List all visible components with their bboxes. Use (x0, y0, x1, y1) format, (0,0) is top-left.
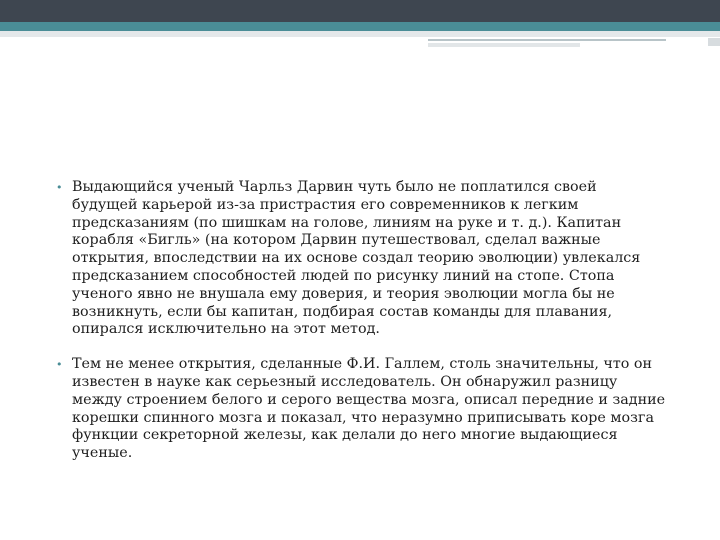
bullet-item-darwin (56, 179, 666, 339)
decorative-stripe (428, 39, 666, 41)
bullet-marker: • (56, 358, 63, 372)
header-dark-bar (0, 0, 720, 22)
bullet-text: Выдающийся ученый Чарльз Дарвин чуть было не поплатился своей будущей карьерой из-за пристрастия его современников к легким предсказаниям (по шишкам на голове, линиям на руке и т. д.). Капитан корабля «Бигль» (на котором Дарвин путешествовал, сделал важные открытия, впоследствии на их основе создал теорию эволюции) увлекался предсказанием способностей людей по рисунку линий на стопе. Стопа ученого явно не внушала ему доверия, и теория эволюции могла бы не возникнуть, если бы капитан, подбирая состав команды для плавания, опирался исключительно на этот метод. (72, 179, 641, 338)
decorative-stripe (428, 43, 580, 47)
bullet-item-gall (56, 356, 666, 463)
decorative-stripe (708, 38, 720, 46)
header-accent-bar (0, 22, 720, 31)
header-light-stripe (0, 31, 720, 37)
bullet-marker: • (56, 181, 63, 194)
bullet-text: Тем не менее открытия, сделанные Ф.И. Галлем, столь значительны, что он известен в науке как серьезный исследователь. Он обнаружил разницу между строением белого и серого вещества мозга, описал передние и задние корешки спинного мозга и показал, что неразумно приписывать коре мозга функции секреторной железы, как делали до него многие выдающиеся ученые. (72, 356, 666, 462)
slide-body (56, 179, 666, 463)
